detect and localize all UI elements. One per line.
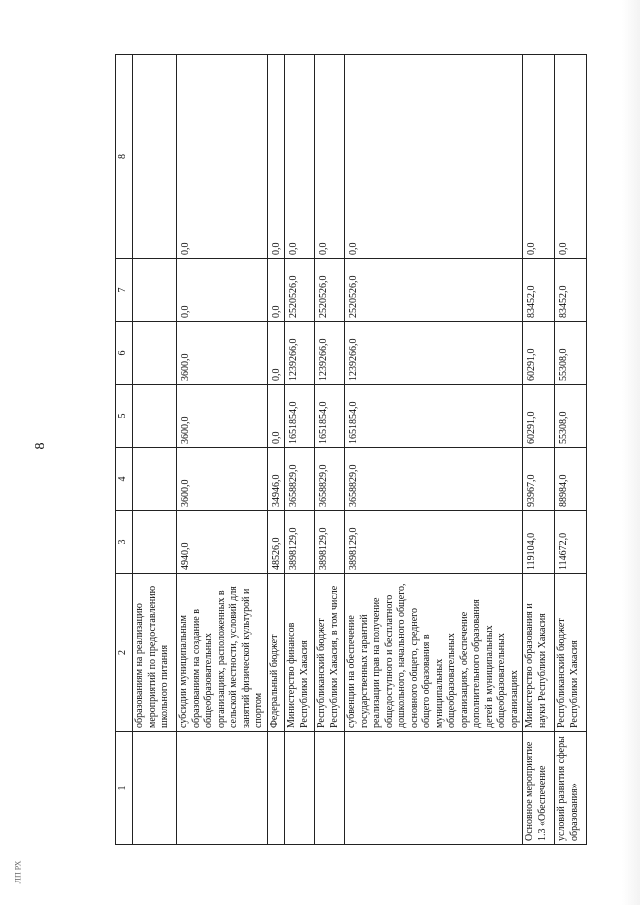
value-cell: 0,0 [267,55,285,259]
value-cell: 34946,0 [267,448,285,511]
value-cell: 3600,0 [177,448,268,511]
measure-cell [285,732,315,845]
value-cell: 83452,0 [555,259,587,322]
description-cell: Республиканский бюджет Республики Хакасия, в том числе [315,574,345,732]
value-cell: 60291,0 [523,385,555,448]
measure-cell [267,732,285,845]
value-cell: 55308,0 [555,322,587,385]
header-cell: 5 [116,385,133,448]
header-cell: 4 [116,448,133,511]
description-cell: Министерство финансов Республики Хакасия [285,574,315,732]
description-cell: Республиканский бюджет Республики Хакасия [555,574,587,732]
header-row [116,55,133,845]
value-cell: 0,0 [345,55,523,259]
header-cell: 6 [116,322,133,385]
measure-cell [345,732,523,845]
value-cell: 0,0 [523,55,555,259]
value-cell: 4940,0 [177,511,268,574]
table-row [177,55,268,845]
value-cell: 88984,0 [555,448,587,511]
value-cell [133,385,177,448]
value-cell: 3898129,0 [345,511,523,574]
table-row [555,55,587,845]
value-cell: 119104,0 [523,511,555,574]
value-cell: 2520526,0 [315,259,345,322]
header-cell: 7 [116,259,133,322]
measure-cell: Основное мероприятие 1.3 «Обеспечение [523,732,555,845]
measure-cell [133,732,177,845]
header-cell: 3 [116,511,133,574]
value-cell: 114672,0 [555,511,587,574]
description-cell: Министерство образования и науки Республики Хакасия [523,574,555,732]
table-row [345,55,523,845]
funding-table [115,54,587,845]
value-cell: 3658829,0 [315,448,345,511]
measure-cell [315,732,345,845]
value-cell: 93967,0 [523,448,555,511]
description-cell: субвенции на обеспечение государственных гарантий реализации прав на получение общедоступного и бесплатного дошкольного, начального общего, основного общего, среднего общего образования в муниципальных общеобразовательных организациях, обеспечение дополнительного образования детей в муниципальных общеобразовательных организациях [345,574,523,732]
value-cell: 1239266,0 [285,322,315,385]
value-cell: 0,0 [177,55,268,259]
value-cell: 1239266,0 [345,322,523,385]
value-cell [133,55,177,259]
measure-cell [177,732,268,845]
value-cell: 3658829,0 [285,448,315,511]
table-container [115,55,580,845]
value-cell [133,448,177,511]
value-cell: 83452,0 [523,259,555,322]
table-row [523,55,555,845]
value-cell: 1651854,0 [285,385,315,448]
measure-cell: условий развития сферы образования» [555,732,587,845]
value-cell: 55308,0 [555,385,587,448]
value-cell: 0,0 [315,55,345,259]
page-number: 8 [33,442,48,450]
value-cell [133,511,177,574]
value-cell: 3600,0 [177,322,268,385]
description-cell: образованиям на реализацию мероприятий по предоставлению школьного питания [133,574,177,732]
table-row [267,55,285,845]
value-cell: 3600,0 [177,385,268,448]
table-row [285,55,315,845]
value-cell: 48526,0 [267,511,285,574]
description-cell: субсидии муниципальным образованиям на создание в общеобразовательных организациях, расположенных в сельской местности, условий для занятий физической культурой и спортом [177,574,268,732]
value-cell: 2520526,0 [285,259,315,322]
value-cell: 1651854,0 [315,385,345,448]
value-cell: 2520526,0 [345,259,523,322]
description-cell: Федеральный бюджет [267,574,285,732]
header-cell: 8 [116,55,133,259]
value-cell: 0,0 [555,55,587,259]
scan-edge [622,0,640,905]
table-row [133,55,177,845]
value-cell: 60291,0 [523,322,555,385]
header-cell: 1 [116,732,133,845]
value-cell [133,259,177,322]
value-cell: 1239266,0 [315,322,345,385]
table-row [315,55,345,845]
value-cell: 0,0 [267,259,285,322]
corner-mark: ЛП РХ [13,860,23,884]
value-cell: 0,0 [177,259,268,322]
header-cell: 2 [116,574,133,732]
value-cell: 0,0 [267,385,285,448]
value-cell [133,322,177,385]
value-cell: 0,0 [267,322,285,385]
value-cell: 1651854,0 [345,385,523,448]
value-cell: 3658829,0 [345,448,523,511]
value-cell: 0,0 [285,55,315,259]
value-cell: 3898129,0 [315,511,345,574]
value-cell: 3898129,0 [285,511,315,574]
